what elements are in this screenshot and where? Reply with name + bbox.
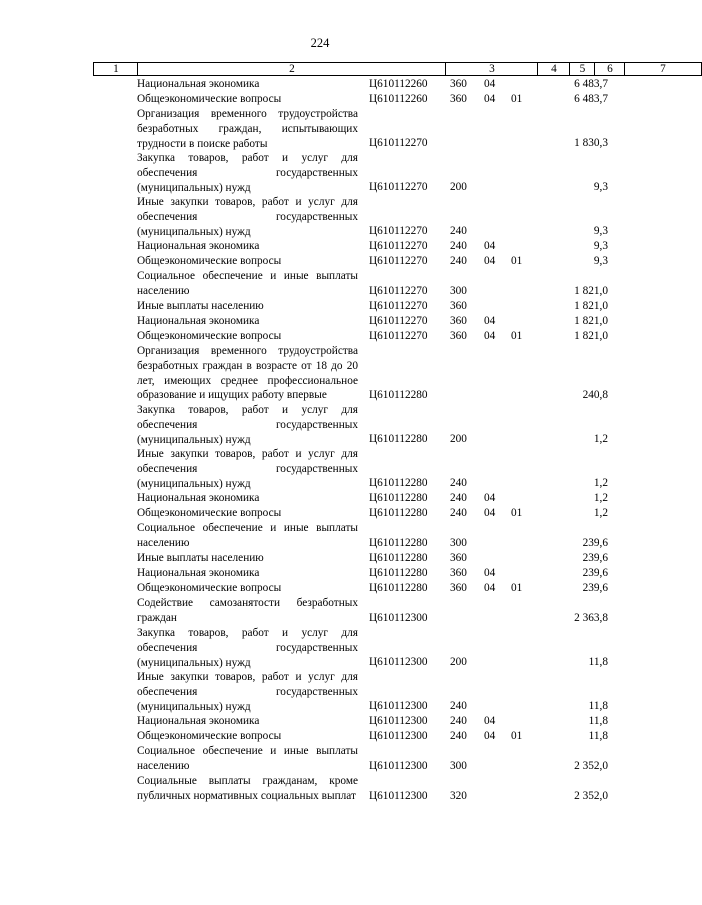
code-cell: Ц610112260: [369, 78, 428, 91]
amount-cell: 2 363,8: [574, 612, 608, 625]
row-description: Социальные выплаты гражданам, кроме публичных нормативных социальных выплат: [137, 775, 358, 802]
subsection-cell: 01: [511, 582, 523, 595]
header-col-4: 4: [537, 62, 570, 76]
table-row: [0, 729, 640, 744]
amount-cell: 11,8: [588, 730, 608, 743]
table-row: [0, 254, 640, 269]
section-cell: 04: [484, 78, 496, 91]
amount-cell: 239,6: [582, 567, 608, 580]
header-col-1: 1: [93, 62, 138, 76]
expense-type-cell: 240: [450, 225, 467, 238]
row-description: Иные закупки товаров, работ и услуг для обеспечения государственных (муниципальных) нужд: [137, 671, 358, 713]
code-cell: Ц610112280: [369, 477, 428, 490]
amount-cell: 6 483,7: [574, 93, 608, 106]
row-description: Общеэкономические вопросы: [137, 582, 282, 594]
code-cell: Ц610112280: [369, 507, 428, 520]
table-body: [0, 77, 640, 804]
amount-cell: 239,6: [582, 537, 608, 550]
code-cell: Ц610112270: [369, 137, 428, 150]
row-description: Иные закупки товаров, работ и услуг для обеспечения государственных (муниципальных) нужд: [137, 448, 358, 490]
code-cell: Ц610112300: [369, 730, 428, 743]
section-cell: 04: [484, 730, 496, 743]
table-row: [0, 344, 640, 403]
row-description: Общеэкономические вопросы: [137, 730, 282, 742]
amount-cell: 11,8: [588, 656, 608, 669]
row-description: Общеэкономические вопросы: [137, 330, 282, 342]
subsection-cell: 01: [511, 93, 523, 106]
expense-type-cell: 360: [450, 552, 467, 565]
row-description: Общеэкономические вопросы: [137, 507, 282, 519]
header-col-3: 3: [445, 62, 538, 76]
amount-cell: 1 821,0: [574, 300, 608, 313]
row-description: Организация временного трудоустройства безработных граждан в возрасте от 18 до 20 лет, имеющих среднее профессиональное образование и ищущих работу впервые: [137, 345, 358, 402]
row-description: Иные выплаты населению: [137, 552, 264, 564]
row-description: Национальная экономика: [137, 567, 260, 579]
amount-cell: 1 821,0: [574, 330, 608, 343]
table-row: [0, 581, 640, 596]
code-cell: Ц610112280: [369, 567, 428, 580]
expense-type-cell: 360: [450, 93, 467, 106]
code-cell: Ц610112300: [369, 790, 428, 803]
amount-cell: 239,6: [582, 552, 608, 565]
table-row: [0, 314, 640, 329]
expense-type-cell: 360: [450, 315, 467, 328]
expense-type-cell: 360: [450, 582, 467, 595]
row-description: Социальное обеспечение и иные выплаты населению: [137, 522, 358, 549]
table-row: [0, 714, 640, 729]
subsection-cell: 01: [511, 507, 523, 520]
expense-type-cell: 200: [450, 433, 467, 446]
code-cell: Ц610112270: [369, 315, 428, 328]
code-cell: Ц610112300: [369, 656, 428, 669]
table-row: [0, 151, 640, 195]
header-col-2: 2: [137, 62, 446, 76]
table-row: [0, 744, 640, 774]
section-cell: 04: [484, 507, 496, 520]
subsection-cell: 01: [511, 330, 523, 343]
section-cell: 04: [484, 567, 496, 580]
row-description: Закупка товаров, работ и услуг для обеспечения государственных (муниципальных) нужд: [137, 152, 358, 194]
code-cell: Ц610112300: [369, 700, 428, 713]
amount-cell: 9,3: [593, 240, 608, 253]
code-cell: Ц610112280: [369, 389, 428, 402]
code-cell: Ц610112280: [369, 492, 428, 505]
table-header: [93, 62, 666, 75]
page-number: 224: [310, 36, 330, 50]
amount-cell: 1 821,0: [574, 315, 608, 328]
expense-type-cell: 240: [450, 255, 467, 268]
code-cell: Ц610112300: [369, 612, 428, 625]
row-description: Социальное обеспечение и иные выплаты населению: [137, 270, 358, 297]
amount-cell: 11,8: [588, 700, 608, 713]
code-cell: Ц610112270: [369, 300, 428, 313]
expense-type-cell: 240: [450, 730, 467, 743]
expense-type-cell: 200: [450, 181, 467, 194]
amount-cell: 11,8: [588, 715, 608, 728]
table-row: [0, 506, 640, 521]
code-cell: Ц610112280: [369, 537, 428, 550]
table-row: [0, 329, 640, 344]
expense-type-cell: 240: [450, 715, 467, 728]
header-col-5: 5: [569, 62, 595, 76]
amount-cell: 1,2: [593, 492, 608, 505]
section-cell: 04: [484, 582, 496, 595]
table-row: [0, 195, 640, 239]
amount-cell: 1,2: [593, 433, 608, 446]
row-description: Содействие самозанятости безработных граждан: [137, 597, 358, 624]
section-cell: 04: [484, 240, 496, 253]
amount-cell: 1,2: [593, 507, 608, 520]
code-cell: Ц610112270: [369, 285, 428, 298]
code-cell: Ц610112270: [369, 330, 428, 343]
expense-type-cell: 200: [450, 656, 467, 669]
row-description: Организация временного трудоустройства безработных граждан, испытывающих трудности в поиске работы: [137, 108, 358, 150]
amount-cell: 6 483,7: [574, 78, 608, 91]
row-description: Социальное обеспечение и иные выплаты населению: [137, 745, 358, 772]
table-row: [0, 299, 640, 314]
expense-type-cell: 240: [450, 700, 467, 713]
expense-type-cell: 360: [450, 567, 467, 580]
row-description: Иные выплаты населению: [137, 300, 264, 312]
table-row: [0, 239, 640, 254]
code-cell: Ц610112260: [369, 93, 428, 106]
amount-cell: 240,8: [582, 389, 608, 402]
table-row: [0, 521, 640, 551]
section-cell: 04: [484, 255, 496, 268]
expense-type-cell: 320: [450, 790, 467, 803]
table-row: [0, 92, 640, 107]
expense-type-cell: 300: [450, 760, 467, 773]
code-cell: Ц610112270: [369, 240, 428, 253]
amount-cell: 9,3: [593, 181, 608, 194]
table-row: [0, 670, 640, 714]
row-description: Закупка товаров, работ и услуг для обеспечения государственных (муниципальных) нужд: [137, 627, 358, 669]
code-cell: Ц610112300: [369, 760, 428, 773]
code-cell: Ц610112280: [369, 552, 428, 565]
table-row: [0, 491, 640, 506]
section-cell: 04: [484, 330, 496, 343]
code-cell: Ц610112270: [369, 255, 428, 268]
table-row: [0, 551, 640, 566]
row-description: Национальная экономика: [137, 78, 260, 90]
table-row: [0, 596, 640, 626]
expense-type-cell: 240: [450, 492, 467, 505]
row-description: Общеэкономические вопросы: [137, 255, 282, 267]
code-cell: Ц610112280: [369, 582, 428, 595]
amount-cell: 239,6: [582, 582, 608, 595]
amount-cell: 9,3: [593, 255, 608, 268]
row-description: Общеэкономические вопросы: [137, 93, 282, 105]
section-cell: 04: [484, 315, 496, 328]
expense-type-cell: 240: [450, 507, 467, 520]
table-row: [0, 77, 640, 92]
section-cell: 04: [484, 715, 496, 728]
expense-type-cell: 240: [450, 477, 467, 490]
row-description: Национальная экономика: [137, 715, 260, 727]
expense-type-cell: 360: [450, 78, 467, 91]
expense-type-cell: 300: [450, 537, 467, 550]
table-row: [0, 626, 640, 670]
row-description: Закупка товаров, работ и услуг для обеспечения государственных (муниципальных) нужд: [137, 404, 358, 446]
header-col-7: 7: [624, 62, 702, 76]
table-row: [0, 403, 640, 447]
row-description: Национальная экономика: [137, 492, 260, 504]
row-description: Национальная экономика: [137, 240, 260, 252]
amount-cell: 9,3: [593, 225, 608, 238]
section-cell: 04: [484, 492, 496, 505]
table-row: [0, 566, 640, 581]
subsection-cell: 01: [511, 255, 523, 268]
code-cell: Ц610112270: [369, 225, 428, 238]
expense-type-cell: 360: [450, 300, 467, 313]
expense-type-cell: 360: [450, 330, 467, 343]
amount-cell: 2 352,0: [574, 760, 608, 773]
amount-cell: 1 821,0: [574, 285, 608, 298]
amount-cell: 2 352,0: [574, 790, 608, 803]
table-row: [0, 447, 640, 491]
expense-type-cell: 300: [450, 285, 467, 298]
amount-cell: 1,2: [593, 477, 608, 490]
code-cell: Ц610112270: [369, 181, 428, 194]
table-row: [0, 269, 640, 299]
header-col-6: 6: [594, 62, 625, 76]
code-cell: Ц610112280: [369, 433, 428, 446]
row-description: Иные закупки товаров, работ и услуг для обеспечения государственных (муниципальных) нужд: [137, 196, 358, 238]
expense-type-cell: 240: [450, 240, 467, 253]
table-row: [0, 107, 640, 151]
table-row: [0, 774, 640, 804]
section-cell: 04: [484, 93, 496, 106]
subsection-cell: 01: [511, 730, 523, 743]
row-description: Национальная экономика: [137, 315, 260, 327]
amount-cell: 1 830,3: [574, 137, 608, 150]
code-cell: Ц610112300: [369, 715, 428, 728]
